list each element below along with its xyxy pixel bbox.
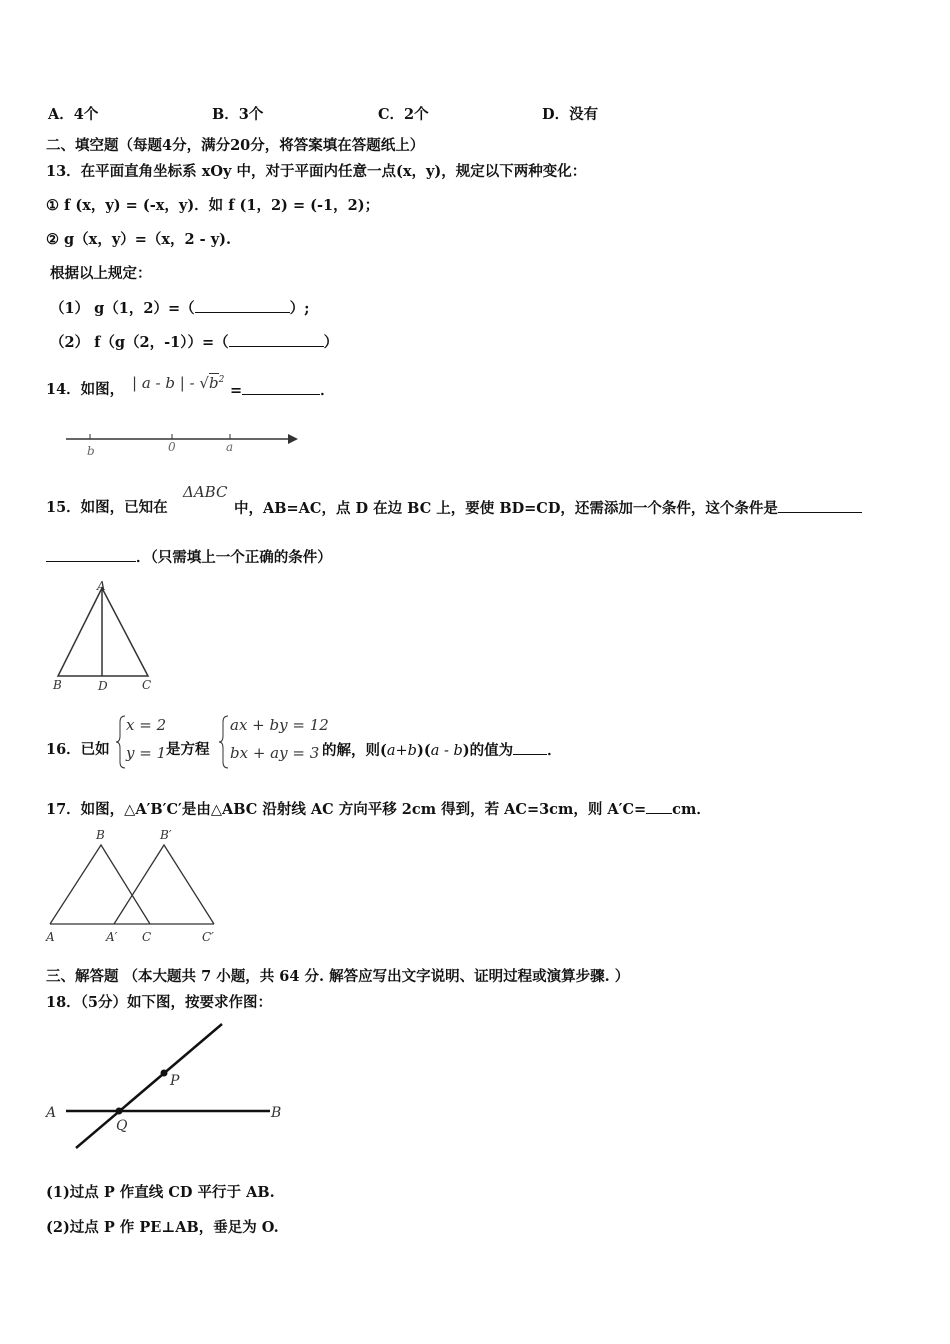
q13-sub2-suffix: ） — [323, 334, 339, 351]
section3-title: 三、解答题 （本大题共 7 小题，共 64 分. 解答应写出文字说明、证明过程或演算步骤. ） — [46, 968, 630, 985]
q13-sub2 — [50, 332, 338, 353]
number-line-arrow-icon — [288, 434, 298, 444]
option-b: B．3个 — [212, 106, 264, 123]
q16-suffix-d: a - b — [430, 743, 463, 759]
q14-answer — [230, 380, 335, 401]
q16-mid: 是方程 — [166, 741, 210, 758]
sqrt-icon: √ — [199, 374, 209, 392]
q13-line2: ① f (x，y) = (-x，y)．如 f (1，2) = (-1，2)； — [46, 197, 380, 214]
q18-title: 18．（5分）如下图，按要求作图： — [46, 994, 273, 1011]
q16-suffix-e: )的值为 — [462, 742, 514, 759]
q15-prefix: 15．如图，已知在 — [46, 499, 168, 516]
q16-sys1-row2: y = 1 — [126, 744, 167, 762]
q16-blank[interactable] — [513, 740, 547, 755]
isosceles-triangle-figure — [50, 578, 170, 693]
label-B: B — [271, 1105, 282, 1121]
q16-suffix-f: ． — [547, 742, 562, 759]
triangle-a1b1c1-sides — [114, 845, 214, 924]
q13-sub2-blank[interactable] — [229, 332, 324, 347]
label-C: C — [142, 930, 152, 944]
q14-prefix: 14．如图， — [46, 381, 125, 398]
label-B: B — [53, 678, 62, 692]
triangle-abc — [58, 588, 148, 676]
q16-sys2-row1: ax + by = 12 — [230, 716, 329, 734]
option-c: C．2个 — [378, 106, 429, 123]
q15-line2 — [46, 547, 332, 568]
q17-unit: cm． — [672, 801, 711, 818]
q15-line1 — [234, 498, 862, 519]
label-Q: Q — [116, 1118, 128, 1134]
q14-suffix: ． — [320, 382, 335, 399]
q13-line1: 13．在平面直角坐标系 xOy 中，对于平面内任意一点(x，y)，规定以下两种变化： — [46, 163, 587, 180]
label-C: C — [142, 678, 152, 692]
q17-blank[interactable] — [646, 799, 672, 814]
label-B-prime: B′ — [160, 828, 172, 842]
label-A-prime: A′ — [106, 930, 118, 944]
q13-line3: ② g（x，y）=（x，2 - y). — [46, 231, 232, 248]
point-p-icon — [161, 1070, 168, 1077]
q16-sys1-row1: x = 2 — [126, 716, 167, 734]
q16-suffix — [322, 740, 562, 761]
label-D: D — [98, 679, 108, 693]
option-a: A．4个 — [48, 106, 99, 123]
q14-eq: = — [230, 382, 243, 399]
q13-sub1-suffix: ）; — [289, 300, 310, 317]
q13-sub2-prefix: （2） f（g（2，-1））=（ — [50, 334, 229, 351]
number-line-figure — [60, 425, 310, 465]
label-C-prime: C′ — [202, 930, 214, 944]
q17-text: 17．如图，△A′B′C′是由△ABC 沿射线 AC 方向平移 2cm 得到，若 AC=3cm，则 A′C= — [46, 801, 647, 818]
section2-title: 二、填空题（每题4分，满分20分，将答案填在答题纸上） — [46, 137, 425, 154]
left-brace-icon-2 — [218, 714, 230, 770]
label-a: a — [226, 440, 234, 454]
q16-suffix-c: )( — [416, 742, 431, 759]
point-q-icon — [116, 1108, 123, 1115]
lines-figure — [44, 1020, 304, 1155]
label-A: A — [46, 1105, 57, 1121]
line-pq — [76, 1024, 222, 1148]
label-A: A — [97, 579, 106, 593]
q18-sub2: (2)过点 P 作 PE⊥AB，垂足为 O. — [46, 1219, 279, 1236]
q13-line4: 根据以上规定： — [50, 265, 152, 282]
q13-sub1 — [50, 298, 309, 319]
triangle-abc-sides — [50, 845, 150, 924]
q15-blank-1[interactable] — [778, 498, 862, 513]
label-B: B — [96, 828, 105, 842]
q16-sys2-row2: bx + ay = 3 — [230, 744, 320, 762]
q14-expression — [132, 374, 224, 392]
q14-blank[interactable] — [242, 380, 320, 395]
q15-triangle: ΔABC — [183, 483, 228, 501]
q16-suffix-b: a+b — [386, 743, 417, 759]
q14-expr: | a - b | - — [132, 374, 200, 392]
q17-line — [46, 799, 711, 820]
q15-blank-2[interactable] — [46, 547, 136, 562]
label-b: b — [87, 444, 95, 458]
q16-suffix-a: 的解，则( — [322, 742, 387, 759]
q18-sub1: (1)过点 P 作直线 CD 平行于 AB. — [46, 1184, 275, 1201]
q16-prefix: 16．已如 — [46, 741, 110, 758]
option-d: D．没有 — [542, 106, 599, 123]
q13-sub1-prefix: （1） g（1，2）=（ — [50, 300, 195, 317]
label-0: 0 — [168, 440, 176, 454]
translated-triangles-figure — [44, 826, 224, 946]
q15-text: 中，AB=AC，点 D 在边 BC 上，要使 BD=CD，还需添加一个条件，这个条件是 — [234, 500, 778, 517]
q13-sub1-blank[interactable] — [195, 298, 290, 313]
q15-line2-suffix: ．（只需填上一个正确的条件） — [136, 549, 332, 566]
q14-radicand: b — [208, 374, 219, 392]
label-P: P — [170, 1073, 180, 1089]
label-A: A — [46, 930, 55, 944]
q14-sup: 2 — [218, 375, 225, 385]
